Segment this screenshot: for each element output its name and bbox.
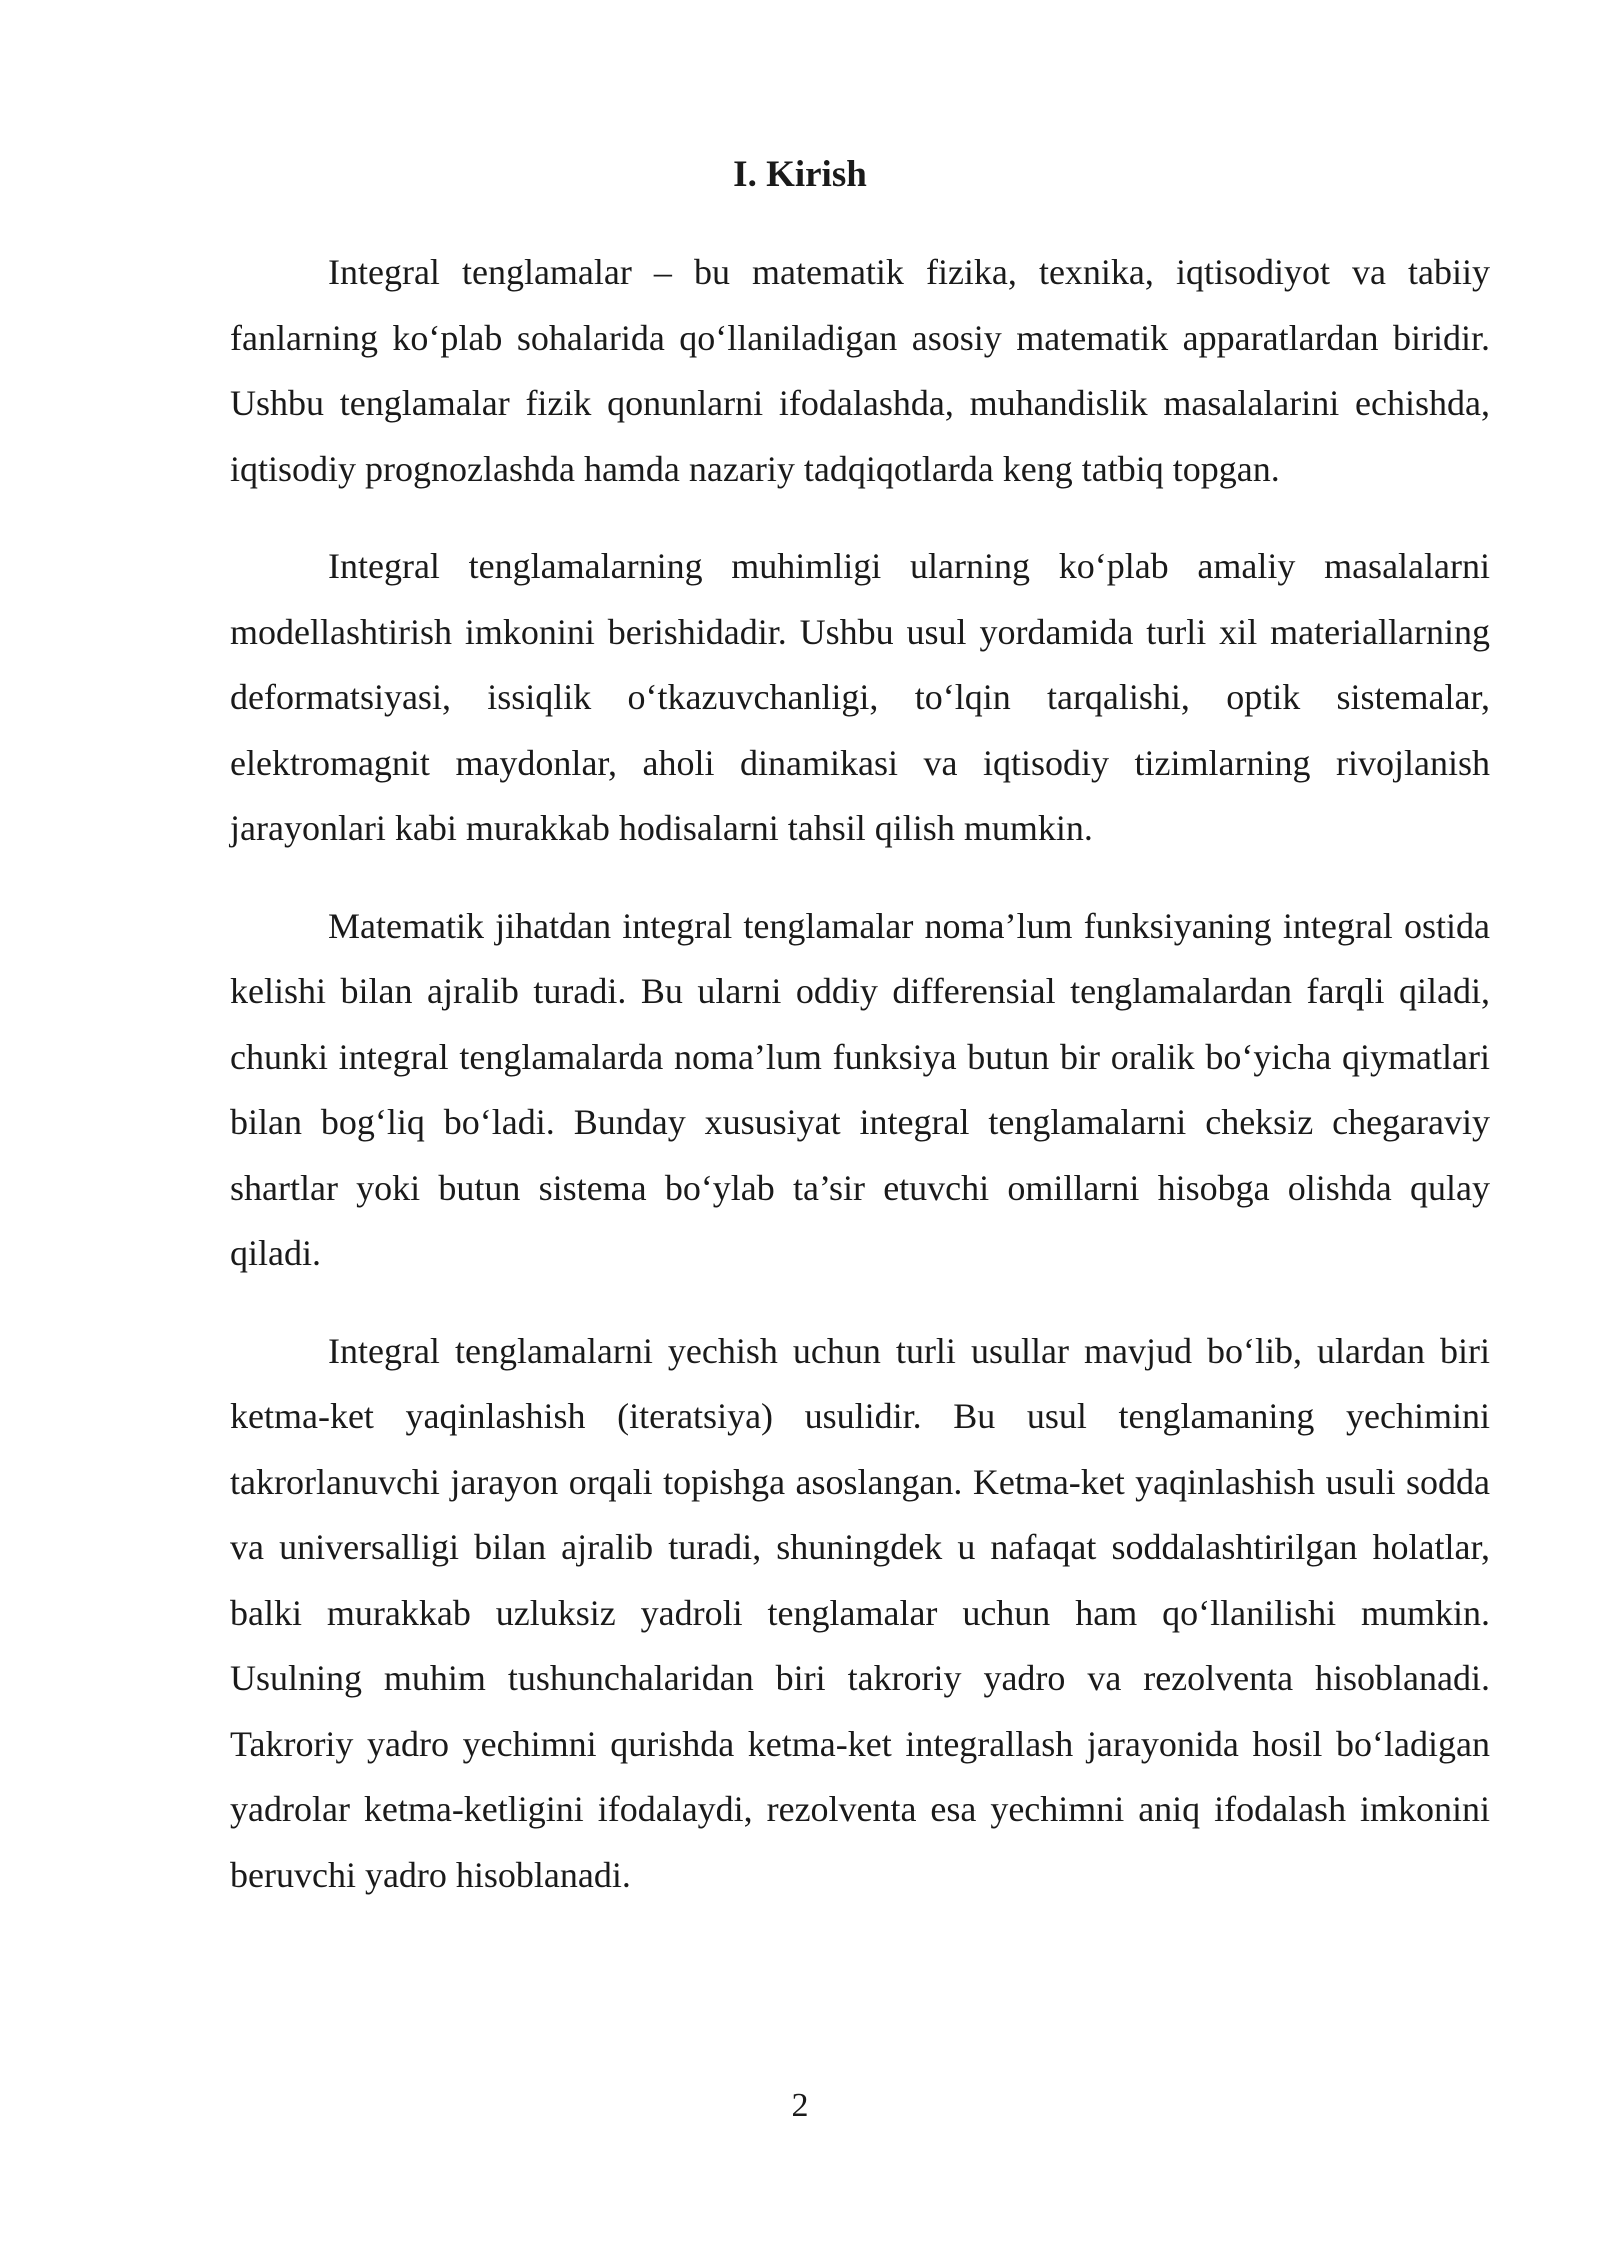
paragraph: Integral tenglamalarni yechish uchun turli usullar mavjud bo‘lib, ulardan biri ketma-ket yaqinlashish (iteratsiya) usulidir. Bu usul tenglamaning yechimini takrorlanuvchi jarayon orqali topishga asoslangan. Ketma-ket yaqinlashish usuli sodda va universalligi bilan ajralib turadi, shuningdek u nafaqat soddalashtirilgan holatlar, balki murakkab uzluksiz yadroli tenglamalar uchun ham qo‘llanilishi mumkin. Usulning muhim tushunchalaridan biri takroriy yadro va rezolventa hisoblanadi. Takroriy yadro yechimni qurishda ketma-ket integrallash jarayonida hosil bo‘ladigan yadrolar ketma-ketligini ifodalaydi, rezolventa esa yechimni aniq ifodalash imkonini beruvchi yadro hisoblanadi. — [230, 1330, 1490, 1895]
paragraph: Matematik jihatdan integral tenglamalar noma’lum funksiyaning integral ostida kelishi bilan ajralib turadi. Bu ularni oddiy differensial tenglamalardan farqli qiladi, chunki integral tenglamalarda noma’lum funksiya butun bir oralik bo‘yicha qiymatlari bilan bog‘liq bo‘ladi. Bunday xususiyat integral tenglamalarni cheksiz chegaraviy shartlar yoki butun sistema bo‘ylab ta’sir etuvchi omillarni hisobga olishda qulay qiladi. — [230, 905, 1490, 1273]
section-title: I. Kirish — [733, 154, 867, 195]
paragraph: Integral tenglamalar – bu matematik fizika, texnika, iqtisodiyot va tabiiy fanlarning ko‘plab sohalarida qo‘llaniladigan asosiy matematik apparatlardan biridir. Ushbu tenglamalar fizik qonunlarni ifodalashda, muhandislik masalalarini echishda, iqtisodiy prognozlashda hamda nazariy tadqiqotlarda keng tatbiq topgan. — [230, 252, 1490, 489]
paragraph: Integral tenglamalarning muhimligi ularning ko‘plab amaliy masalalarni modellashtirish imkonini berishidadir. Ushbu usul yordamida turli xil materiallarning deformatsiyasi, issiqlik o‘tkazuvchanligi, to‘lqin tarqalishi, optik sistemalar, elektromagnit maydonlar, aholi dinamikasi va iqtisodiy tizimlarning rivojlanish jarayonlari kabi murakkab hodisalarni tahsil qilish mumkin. — [230, 546, 1490, 848]
page-number: 2 — [791, 2087, 809, 2124]
body-text — [230, 240, 1490, 1940]
